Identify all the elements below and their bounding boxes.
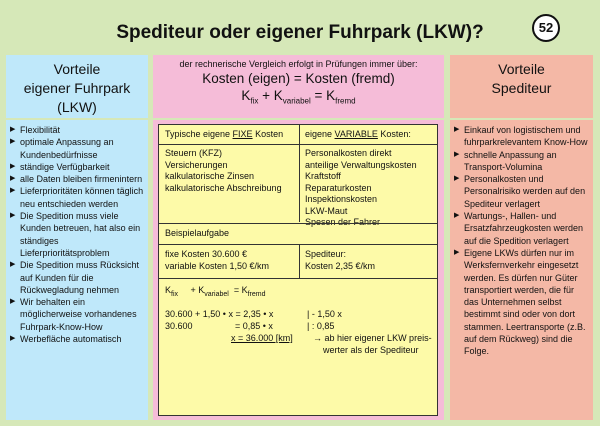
right-advantages-panel (450, 120, 593, 420)
page-title: Spediteur oder eigener Fuhrpark (LKW)? (116, 22, 484, 43)
left-advantages-panel (6, 120, 148, 420)
right-heading-line-2: Spediteur (491, 80, 552, 96)
variable-costs-list (305, 148, 435, 229)
list-item: ▶ Wartungs-, Hallen- und Ersatzfahrzeugkosten werden auf die Spedition verlagert (454, 210, 589, 247)
divider (299, 244, 300, 278)
list-item: ▶ Personalkosten und Personalrisiko werden auf den Spediteur verlagert (454, 173, 589, 210)
example-variable-costs: variable Kosten 1,50 €/km (165, 260, 270, 271)
calc-line-2: 30.600 (165, 321, 193, 331)
cost-formula-symbolic: $K_{fix} + K_{variabel} = K_{fremd}$ (241, 88, 356, 106)
calc-line-2-mid: = 0,85 • x (235, 321, 273, 331)
list-item: ▶ alle Daten bleiben firmenintern (10, 173, 144, 185)
divider (159, 278, 437, 279)
example-fixed-costs: fixe Kosten 30.600 € (165, 249, 248, 259)
list-item: ▶ Die Spedition muss viele Kunden betreuen, hat also ein ständiges Lieferprioritätsproblem (10, 210, 144, 259)
page-number-badge: 52 (532, 14, 560, 42)
forwarder-cost: Kosten 2,35 €/km (305, 260, 376, 271)
calc-line-1: 30.600 + 1,50 • x = 2,35 • x (165, 309, 274, 319)
cost-table (158, 124, 438, 416)
list-item: Steuern (KFZ) (165, 148, 223, 158)
comparison-intro: der rechnerische Vergleich erfolgt in Prüfungen immer über: (179, 59, 418, 69)
calc-line-2-op: | : 0,85 (307, 321, 335, 331)
variable-costs-header: eigene VARIABLE Kosten: (305, 129, 411, 139)
example-forwarder-costs (305, 249, 435, 272)
divider (299, 125, 300, 222)
middle-heading (153, 55, 444, 118)
list-item: ▶ optimale Anpassung an Kundenbedürfnisse (10, 136, 144, 161)
list-item: Spesen der Fahrer (305, 217, 381, 227)
result-note: werter als der Spediteur (323, 345, 419, 355)
left-heading-line-1: Vorteile (53, 61, 101, 77)
list-item: ▶ Einkauf von logistischem und fuhrparkrelevantem Know-How (454, 124, 589, 149)
list-item: ▶ Eigene LKWs dürfen nur im Werksfernverkehr eingesetzt werden. Es dürfen nur Güter transportiert werden, die für das Unternehmen selbst bestimmt sind oder von dort stammen. Leertransporte (z.B. auf dem Rückweg) sind die Folge. (454, 247, 589, 358)
list-item: Personalkosten direkt (305, 148, 392, 158)
left-heading (6, 55, 148, 118)
list-item: ▶ Flexibilität (10, 124, 144, 136)
list-item: ▶ ständige Verfügbarkeit (10, 161, 144, 173)
divider (159, 223, 437, 224)
list-item: kalkulatorische Zinsen (165, 171, 255, 181)
divider (159, 244, 437, 245)
list-item: Versicherungen (165, 159, 228, 170)
left-advantages-list (10, 124, 144, 345)
list-item: kalkulatorische Abschreibung (165, 182, 282, 193)
right-heading-line-1: Vorteile (498, 61, 545, 77)
list-item: Reparaturkosten (305, 182, 372, 193)
list-item: anteilige Verwaltungskosten (305, 159, 417, 170)
fixed-costs-list (165, 148, 299, 194)
left-heading-line-3: (LKW) (57, 99, 97, 115)
list-item: LKW-Maut (305, 205, 348, 216)
list-item: ▶ Werbefläche automatisch (10, 333, 144, 345)
divider (159, 144, 437, 145)
list-item: ▶ schnelle Anpassung an Transport-Volumina (454, 149, 589, 174)
right-advantages-list (454, 124, 589, 358)
fixed-costs-header: Typische eigene FIXE Kosten (165, 129, 284, 139)
list-item: ▶ Die Spedition muss Rücksicht auf Kunden für die Rückwegladung nehmen (10, 259, 144, 296)
list-item: Inspektionskosten (305, 194, 378, 204)
example-title: Beispielaufgabe (165, 228, 230, 238)
forwarder-label: Spediteur: (305, 249, 347, 259)
example-own-costs (165, 249, 299, 272)
list-item: Kraftstoff (305, 171, 341, 181)
result-arrow: → ab hier eigener LKW preis- (313, 333, 432, 343)
cost-formula: Kosten (eigen) = Kosten (fremd) (202, 71, 395, 86)
left-heading-line-2: eigener Fuhrpark (23, 80, 131, 96)
list-item: ▶ Wir behalten ein möglicherweise vorhandenes Fuhrpark-Know-How (10, 296, 144, 333)
list-item: ▶ Lieferprioritäten können täglich neu entschieden werden (10, 185, 144, 210)
calc-formula: $K_{fix}$ + $K_{variabel} = K_{fremd}$ (165, 285, 266, 298)
calc-line-1-op: | - 1,50 x (307, 309, 342, 319)
right-heading (450, 55, 593, 118)
calc-result: x = 36.000 [km] (231, 333, 293, 343)
